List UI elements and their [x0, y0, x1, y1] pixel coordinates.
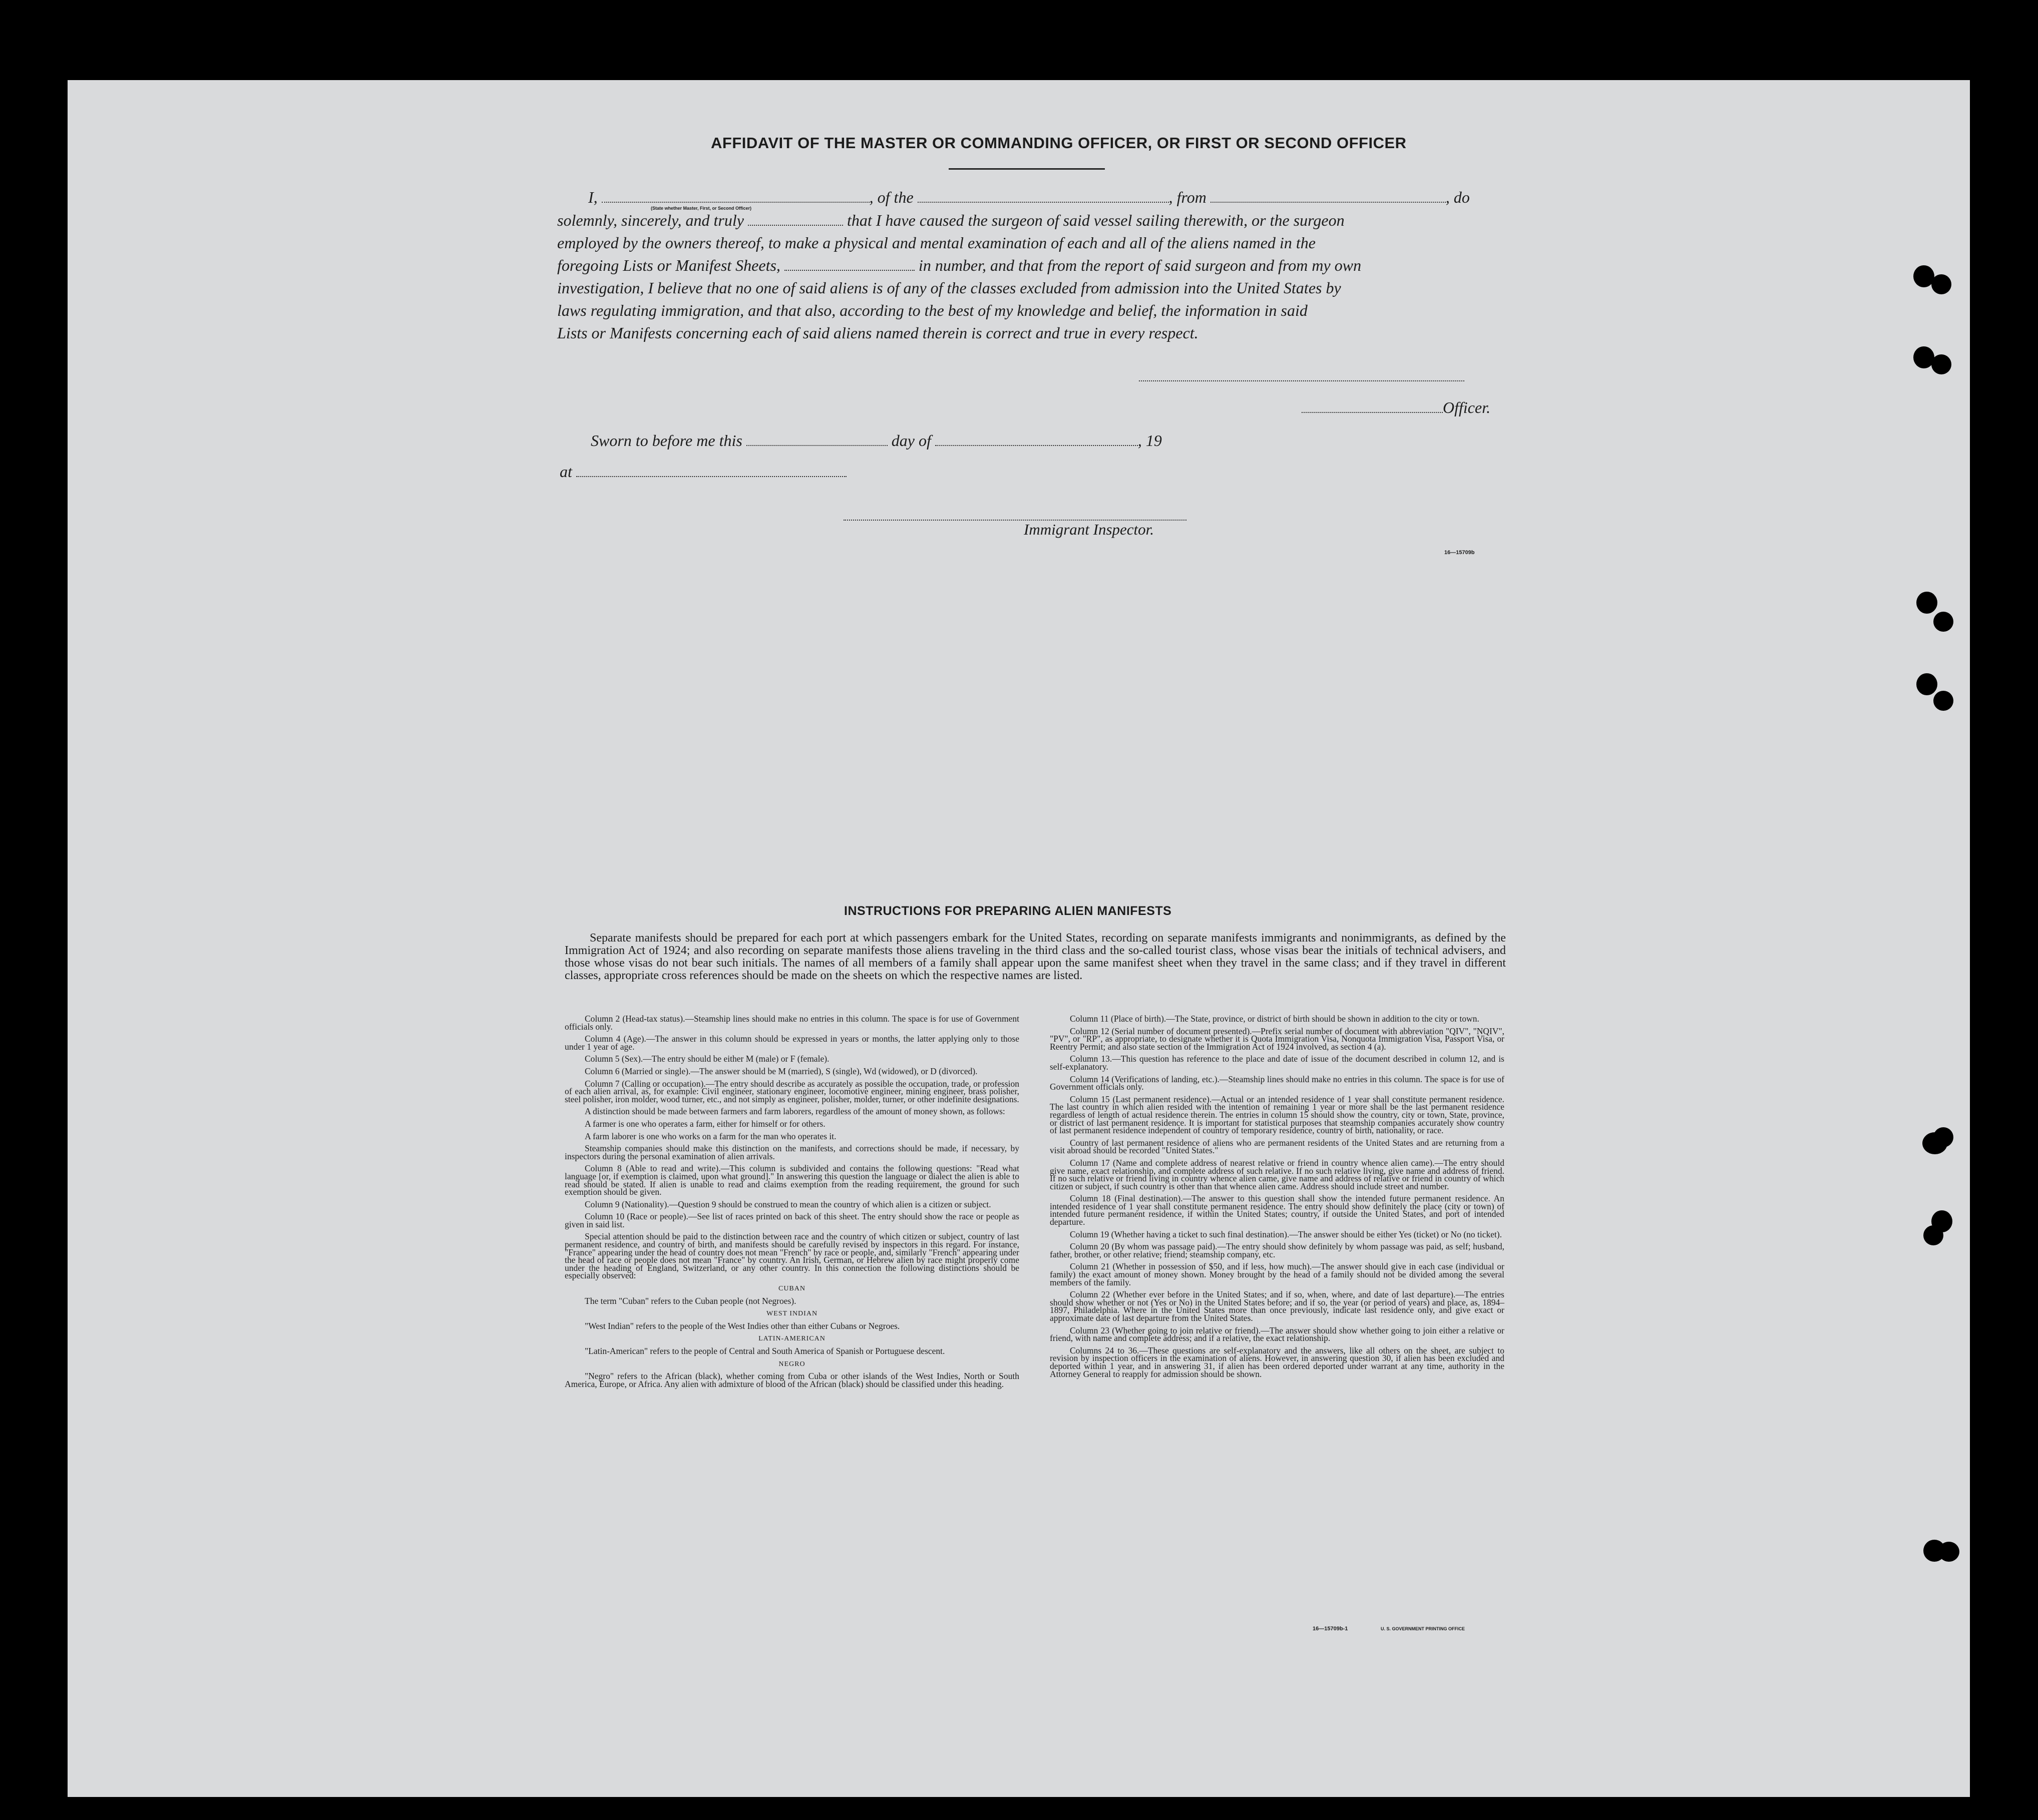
instructions-left-column — [565, 1015, 1019, 1393]
instruction-paragraph: Steamship companies should make this distinction on the manifests, and corrections should be made, if necessary, by inspectors during the personal examination of alien arrivals. — [565, 1143, 1019, 1161]
affidavit-do: , do — [1445, 188, 1470, 206]
affidavit-line-3: employed by the owners thereof, to make a physical and mental examination of each and all of the aliens named in the — [557, 234, 1316, 252]
vessel-name-blank[interactable] — [918, 201, 1169, 203]
instruction-paragraph: Column 21 (Whether in possession of $50, and if less, how much).—The answer should give in each case (individual or family) the exact amount of money shown. Money brought by the head of a family should not be divided among the several members of the family. — [1050, 1261, 1504, 1287]
heading-latin-american: LATIN-AMERICAN — [758, 1335, 826, 1343]
binder-hole — [1916, 592, 1937, 614]
affidavit-text: solemnly, sincerely, and truly — [557, 211, 744, 229]
affidavit-title: AFFIDAVIT OF THE MASTER OR COMMANDING OFFICER, OR FIRST OR SECOND OFFICER — [711, 134, 1407, 152]
affidavit-line-6: laws regulating immigration, and that also, according to the best of my knowledge and belief, the information in said — [557, 301, 1308, 319]
instruction-paragraph: A farmer is one who operates a farm, either for himself or for others. — [585, 1118, 826, 1129]
affidavit-form-code: 16—15709b — [1444, 550, 1475, 556]
instruction-paragraph: Column 12 (Serial number of document presented).—Prefix serial number of document with abbreviation "QIV", "NQIV", "PV", or "RP", as appropriate, to designate whether it is Quota Immigration Visa, Nonquota Immigration Visa, Passport Visa, or Reentry Permit; and also state section of the Immigration Act of 1924 involved, as section 4 (a). — [1050, 1026, 1504, 1052]
affidavit-text: that I have caused the surgeon of said vessel sailing therewith, or the surgeon — [847, 211, 1345, 229]
instruction-paragraph: Column 8 (Able to read and write).—This column is subdivided and contains the following questions: "Read what language [or, if exemption is claimed, upon what ground]." In answering this question the language or dialect the alien is able to read should be stated. If alien is unable to read and claims exemption from the reading requirement, the ground for such exemption should be given. — [565, 1163, 1019, 1197]
place-blank[interactable] — [576, 476, 847, 477]
departure-port-blank[interactable] — [1210, 201, 1446, 203]
officer-rank-note: (State whether Master, First, or Second Officer) — [651, 206, 752, 211]
sworn-line — [591, 431, 1162, 450]
instruction-paragraph: Column 5 (Sex).—The entry should be either M (male) or F (female). — [585, 1054, 830, 1064]
affidavit-of-the: , of the — [869, 188, 914, 206]
sworn-month-blank[interactable] — [935, 444, 1138, 446]
affidavit-text: in number, and that from the report of said surgeon and from my own — [918, 256, 1362, 274]
sworn-year: , 19 — [1137, 431, 1162, 449]
instruction-paragraph: Column 19 (Whether having a ticket to such final destination).—The answer should be either Yes (ticket) or No (no ticket). — [1070, 1229, 1502, 1239]
binder-hole — [1933, 691, 1953, 711]
instruction-paragraph: The term "Cuban" refers to the Cuban people (not Negroes). — [585, 1295, 796, 1306]
instruction-paragraph: Column 10 (Race or people).—See list of races printed on back of this sheet. The entry should show the race or people as given in said list. — [565, 1211, 1019, 1229]
instruction-paragraph: A farm laborer is one who works on a farm for the man who operates it. — [585, 1131, 837, 1141]
sworn-day-of: day of — [891, 431, 931, 449]
affidavit-line-5: investigation, I believe that no one of said aliens is of any of the classes excluded from admission into the United States by — [557, 279, 1341, 297]
instruction-paragraph: Column 7 (Calling or occupation).—The entry should describe as accurately as possible the occupation, trade, or profession of each alien arrival, as, for example: Civil engineer, stationary engineer, locomotive engineer, mining engineer, brass polisher, steel polisher, iron molder, wood turner, etc., and not simply as engineer, polisher, molder, turner, or other indefinite designations. — [565, 1078, 1019, 1104]
affidavit-i: I, — [588, 188, 598, 206]
binder-hole — [1916, 673, 1937, 695]
instruction-paragraph: "Latin-American" refers to the people of Central and South America of Spanish or Portuguese descent. — [585, 1346, 945, 1356]
instruction-paragraph: Special attention should be paid to the distinction between race and the country of which citizen or subject, country of last permanent residence, and country of birth, and manifests should be carefully revised by inspectors in this regard. For instance, "France" appearing under the head of country does not mean "French" by race or people, and, similarly "French" appearing under the head of race or people does not mean "France" by country. An Irish, German, or Hebrew alien by race might properly come under the heading of England, Switzerland, or any other country. In this connection the following distinctions should be especially observed: — [565, 1231, 1019, 1281]
instruction-paragraph: Column 9 (Nationality).—Question 9 should be construed to mean the country of which alien is a citizen or subject. — [585, 1199, 991, 1209]
title-underline — [949, 168, 1105, 170]
instructions-intro: Separate manifests should be prepared for each port at which passengers embark for the United States, recording on separate manifests immigrants and nonimmigrants, as defined by the Immigration Act of 1924; and also recording on separate manifests those aliens traveling in the third class and the so-called tourist class, whose visas bear the initials of technical advisers, and those whose visas do not bear such initials. The names of all members of a family shall appear upon the same manifest sheet when they travel in the same class; and if they travel in different classes, appropriate cross references should be made on the sheets on which the respective names are listed. — [565, 932, 1506, 982]
instruction-paragraph: Column 15 (Last permanent residence).—Actual or an intended residence of 1 year shall constitute permanent residence. The last country in which alien resided with the intention of remaining 1 year or more shall be the last permanent residence regardless of length of actual residence therein. The entries in column 15 should show the country, city or town, State, province, or district of last permanent residence. It is important for statistical purposes that steamship companies accurately show country of last permanent residence independent of country of temporary residence, country of birth, nationality, or race. — [1050, 1094, 1504, 1136]
sheet-count-blank[interactable] — [784, 269, 915, 271]
inspector-label: Immigrant Inspector. — [1024, 521, 1154, 538]
instructions-title: INSTRUCTIONS FOR PREPARING ALIEN MANIFESTS — [844, 904, 1172, 918]
sworn-day-blank[interactable] — [746, 444, 888, 446]
at-line — [560, 463, 847, 481]
instruction-paragraph: Column 14 (Verifications of landing, etc.).—Steamship lines should make no entries in this column. The space is for use of Government officials only. — [1050, 1074, 1504, 1092]
instruction-paragraph: Column 22 (Whether ever before in the United States; and if so, when, where, and date of last departure).—The entries should show whether or not (Yes or No) in the United States before; and if so, the year (or period of years) and place, as, 1894–1897, Philadelphia. Where in the United States more than once previously, indicate last residence only, and give exact or approximate date of last departure from the United States. — [1050, 1289, 1504, 1323]
instruction-paragraph: A distinction should be made between farmers and farm laborers, regardless of the amount of money shown, as follows: — [585, 1106, 1005, 1117]
affidavit-from: , from — [1168, 188, 1206, 206]
officer-name-blank[interactable] — [1302, 411, 1443, 413]
heading-cuban: CUBAN — [778, 1285, 805, 1293]
heading-negro: NEGRO — [778, 1360, 805, 1368]
instruction-paragraph: Column 17 (Name and complete address of nearest relative or friend in country whence alien came).—The entry should give name, exact relationship, and complete address of such relative. If no such relative living, give name and address of friend. If no such relative or friend living in country whence alien came, give name and address of relative or friend in country of which citizen or subject, if such country is other than that whence alien came. Address should include street and number. — [1050, 1157, 1504, 1191]
affidavit-line-2 — [557, 211, 1345, 230]
affidavit-line-1 — [588, 188, 1470, 207]
instruction-paragraph: Column 4 (Age).—The answer in this column should be expressed in years or months, the latter applying only to those under 1 year of age. — [565, 1034, 1019, 1052]
instruction-paragraph: Column 11 (Place of birth).—The State, province, or district of birth should be shown in addition to the city or town. — [1070, 1014, 1479, 1024]
officer-line — [1302, 398, 1490, 417]
at-label: at — [560, 463, 572, 481]
instruction-paragraph: Column 23 (Whether going to join relative or friend).—The answer should show whether going to join either a relative or friend, with name and complete address; and if a relative, the exact relationship. — [1050, 1325, 1504, 1343]
footer-form-code: 16—15709b-1 — [1313, 1626, 1348, 1632]
manner-blank[interactable] — [748, 224, 843, 226]
affidavit-line-7: Lists or Manifests concerning each of said aliens named therein is correct and true in every respect. — [557, 324, 1198, 342]
binder-hole — [1931, 274, 1951, 294]
binder-hole — [1923, 1225, 1943, 1245]
officer-label: Officer. — [1443, 398, 1491, 416]
instructions-right-column — [1050, 1015, 1504, 1383]
binder-hole — [1933, 612, 1953, 632]
affidavit-line-4 — [557, 256, 1361, 275]
instruction-paragraph: Country of last permanent residence of aliens who are permanent residents of the United States and are returning from a visit abroad should be recorded "United States." — [1050, 1137, 1504, 1156]
binder-hole — [1931, 354, 1951, 374]
instruction-paragraph: Columns 24 to 36.—These questions are self-explanatory and the answers, like all others on the sheet, are subject to revision by inspection officers in the examination of aliens. However, in answering question 30, if alien has been excluded and deported within 1 year, and in answering 31, if alien has been ordered deported under warrant at any time, authority in the Attorney General to reapply for admission should be shown. — [1050, 1345, 1504, 1379]
affidavit-text: foregoing Lists or Manifest Sheets, — [557, 256, 780, 274]
footer-printing-office: U. S. GOVERNMENT PRINTING OFFICE — [1381, 1626, 1465, 1631]
binder-hole — [1933, 1127, 1953, 1147]
instruction-paragraph: Column 2 (Head-tax status).—Steamship lines should make no entries in this column. The space is for use of Government officials only. — [565, 1014, 1019, 1032]
instruction-paragraph: Column 18 (Final destination).—The answer to this question shall show the intended future permanent residence. An intended residence of 1 year shall constitute permanent residence. The entry should show definitely the place (city or town) of intended future permanent residence, if within the United States; country, if outside the United States, and port of intended departure. — [1050, 1193, 1504, 1227]
officer-rank-blank[interactable] — [602, 201, 870, 203]
binder-hole — [1938, 1542, 1959, 1562]
instruction-paragraph: Column 6 (Married or single).—The answer should be M (married), S (single), Wd (widowed), or D (divorced). — [585, 1066, 978, 1076]
instruction-paragraph: "West Indian" refers to the people of the West Indies other than either Cubans or Negroes. — [585, 1320, 900, 1331]
sworn-text: Sworn to before me this — [591, 431, 742, 449]
instruction-paragraph: "Negro" refers to the African (black), whether coming from Cuba or other islands of the West Indies, North or South America, Europe, or Africa. Any alien with admixture of blood of the African (black) should be classified under this heading. — [565, 1371, 1019, 1389]
officer-signature-line[interactable] — [1139, 380, 1464, 381]
instruction-paragraph: Column 20 (By whom was passage paid).—The entry should show definitely by whom passage was paid, as self; husband, father, brother, or other relative; friend; steamship company, etc. — [1050, 1241, 1504, 1259]
heading-west-indian: WEST INDIAN — [766, 1310, 818, 1318]
instruction-paragraph: Column 13.—This question has reference to the place and date of issue of the document described in column 12, and is self-explanatory. — [1050, 1054, 1504, 1072]
